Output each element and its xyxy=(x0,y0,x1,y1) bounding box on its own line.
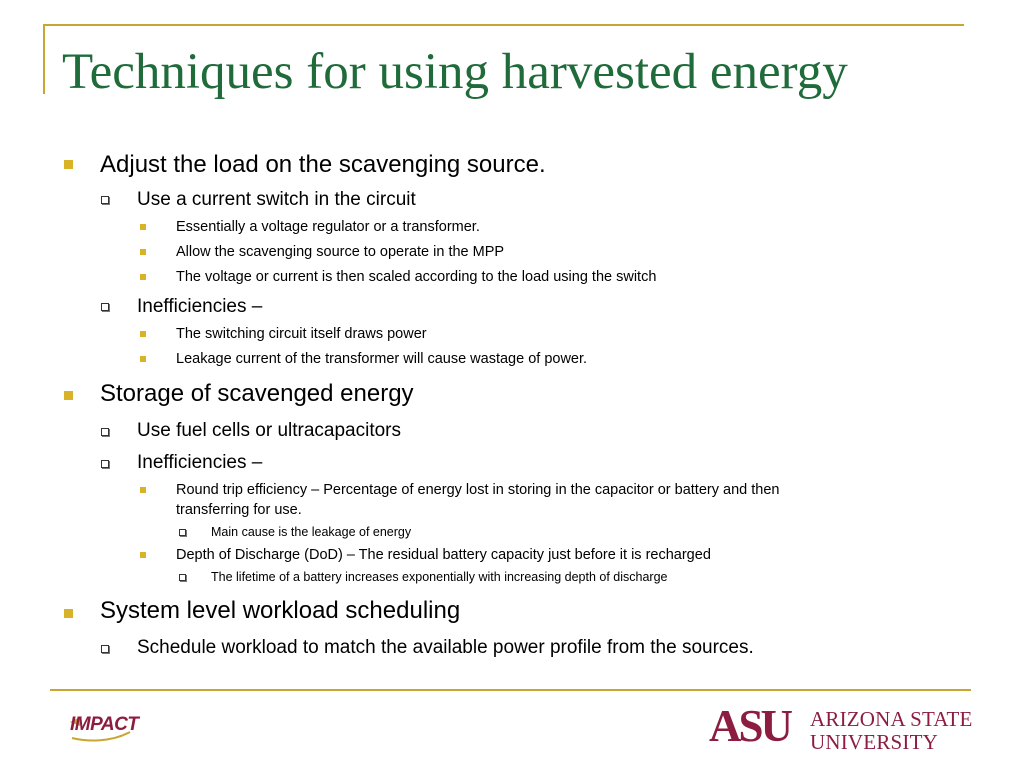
bullet-level-2: Use a current switch in the circuit xyxy=(137,189,416,210)
bullet-level-3: The voltage or current is then scaled according to the load using the switch xyxy=(176,269,657,285)
asu-logo: ASU xyxy=(709,701,791,751)
bullet-level-1: System level workload scheduling xyxy=(100,597,461,624)
gold-square-bullet-icon xyxy=(140,224,146,230)
hollow-square-bullet-icon xyxy=(101,460,109,468)
bullet-level-3: The switching circuit itself draws power xyxy=(176,326,427,342)
gold-square-bullet-icon xyxy=(140,487,146,493)
gold-square-bullet-icon xyxy=(140,552,146,558)
bullet-level-3: Depth of Discharge (DoD) – The residual battery capacity just before it is recharged xyxy=(176,547,711,563)
bullet-level-1: Adjust the load on the scavenging source. xyxy=(100,151,546,178)
gold-square-bullet-icon xyxy=(64,391,73,400)
slide-title: Techniques for using harvested energy xyxy=(62,44,848,100)
bullet-level-3: Essentially a voltage regulator or a transformer. xyxy=(176,219,480,235)
bullet-level-2: Use fuel cells or ultracapacitors xyxy=(137,420,401,441)
gold-square-bullet-icon xyxy=(140,356,146,362)
hollow-square-bullet-icon xyxy=(179,574,186,581)
impact-logo-text: IMPACT xyxy=(70,714,139,735)
bullet-level-2: Inefficiencies – xyxy=(137,452,263,473)
bullet-level-4: Main cause is the leakage of energy xyxy=(211,525,412,539)
bullet-level-4: The lifetime of a battery increases exponentially with increasing depth of discharge xyxy=(211,570,668,584)
gold-square-bullet-icon xyxy=(140,274,146,280)
gold-square-bullet-icon xyxy=(64,160,73,169)
gold-square-bullet-icon xyxy=(64,609,73,618)
hollow-square-bullet-icon xyxy=(101,196,109,204)
hollow-square-bullet-icon xyxy=(101,645,109,653)
bullet-level-3: Round trip efficiency – Percentage of energy lost in storing in the capacitor or battery and then xyxy=(176,482,780,498)
footer-divider xyxy=(50,689,971,691)
hollow-square-bullet-icon xyxy=(101,303,109,311)
university-name-line-2: UNIVERSITY xyxy=(810,730,938,754)
gold-square-bullet-icon xyxy=(140,331,146,337)
bullet-level-1: Storage of scavenged energy xyxy=(100,380,414,407)
bullet-level-3: Allow the scavenging source to operate in the MPP xyxy=(176,244,505,260)
bullet-level-2: Inefficiencies – xyxy=(137,296,263,317)
bullet-level-2: Schedule workload to match the available power profile from the sources. xyxy=(137,637,754,658)
hollow-square-bullet-icon xyxy=(179,529,186,536)
hollow-square-bullet-icon xyxy=(101,428,109,436)
bullet-level-3-continuation: transferring for use. xyxy=(176,502,302,518)
bullet-level-3: Leakage current of the transformer will cause wastage of power. xyxy=(176,351,588,367)
university-name-line-1: ARIZONA STATE xyxy=(810,707,973,731)
gold-square-bullet-icon xyxy=(140,249,146,255)
